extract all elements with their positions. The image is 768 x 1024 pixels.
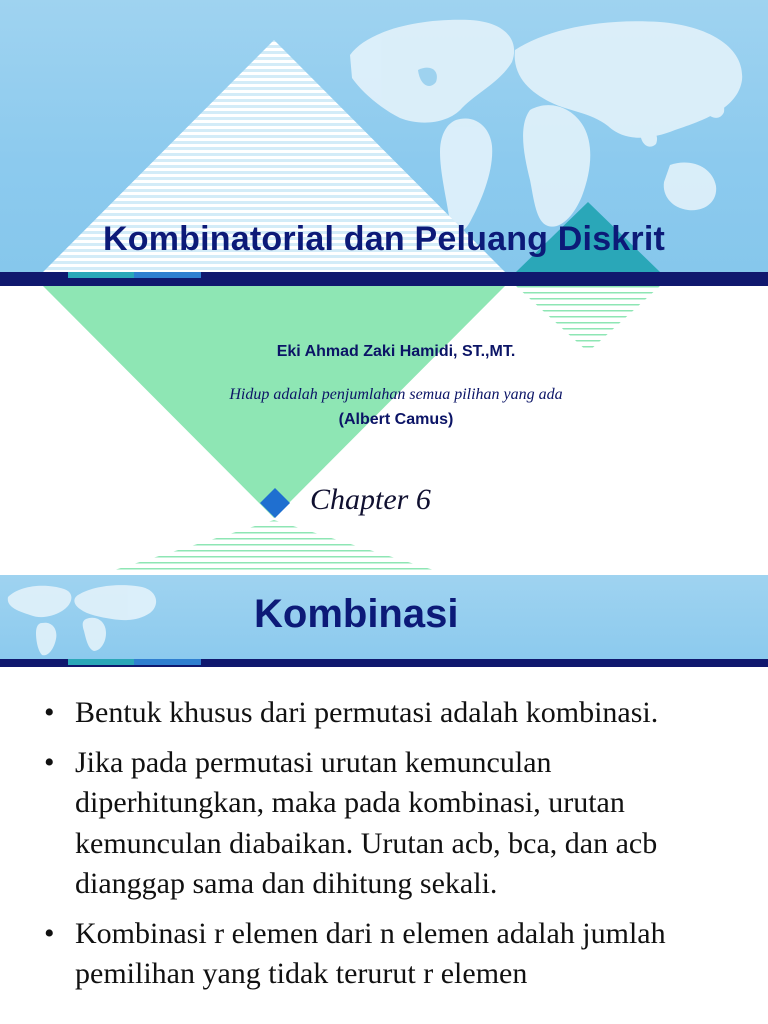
striped-pyramid-bottom (108, 520, 440, 572)
bullet-item (44, 914, 744, 995)
bullet-dot-icon: • (44, 916, 55, 950)
quote-text: Hidup adalah penjumlahan semua pilihan yang ada (229, 386, 563, 403)
slide-title: Kombinatorial dan Peluang Diskrit (102, 220, 666, 258)
content-slide (0, 575, 768, 1024)
bullet-item (44, 693, 744, 734)
navy-band-2 (0, 659, 768, 667)
chapter-label: Chapter 6 (310, 483, 431, 516)
bullet-item (44, 743, 744, 905)
author-name: Eki Ahmad Zaki Hamidi, ST.,MT. (276, 343, 516, 360)
slide-title-kombinasi: Kombinasi (254, 592, 459, 636)
bullet-dot-icon: • (44, 745, 55, 779)
navy-band (0, 272, 768, 286)
bullet-text: Bentuk khusus dari permutasi adalah kombinasi. (75, 696, 659, 729)
bullet-dot-icon: • (44, 696, 55, 729)
bullet-list (44, 693, 744, 1004)
world-map-small-icon (8, 585, 156, 655)
teal-accent-segment (68, 272, 134, 278)
quote-author: (Albert Camus) (338, 411, 454, 428)
blue-accent-segment-2 (134, 659, 201, 665)
teal-accent-segment-2 (68, 659, 134, 665)
bullet-text: Kombinasi r elemen dari n elemen adalah jumlah pemilihan yang tidak terurut r elemen (75, 916, 666, 990)
blue-accent-segment (134, 272, 201, 278)
bullet-text: Jika pada permutasi urutan kemunculan diperhitungkan, maka pada kombinasi, urutan kemunculan diabaikan. Urutan acb, bca, dan acb dianggap sama dan dihitung sekali. (75, 745, 658, 900)
